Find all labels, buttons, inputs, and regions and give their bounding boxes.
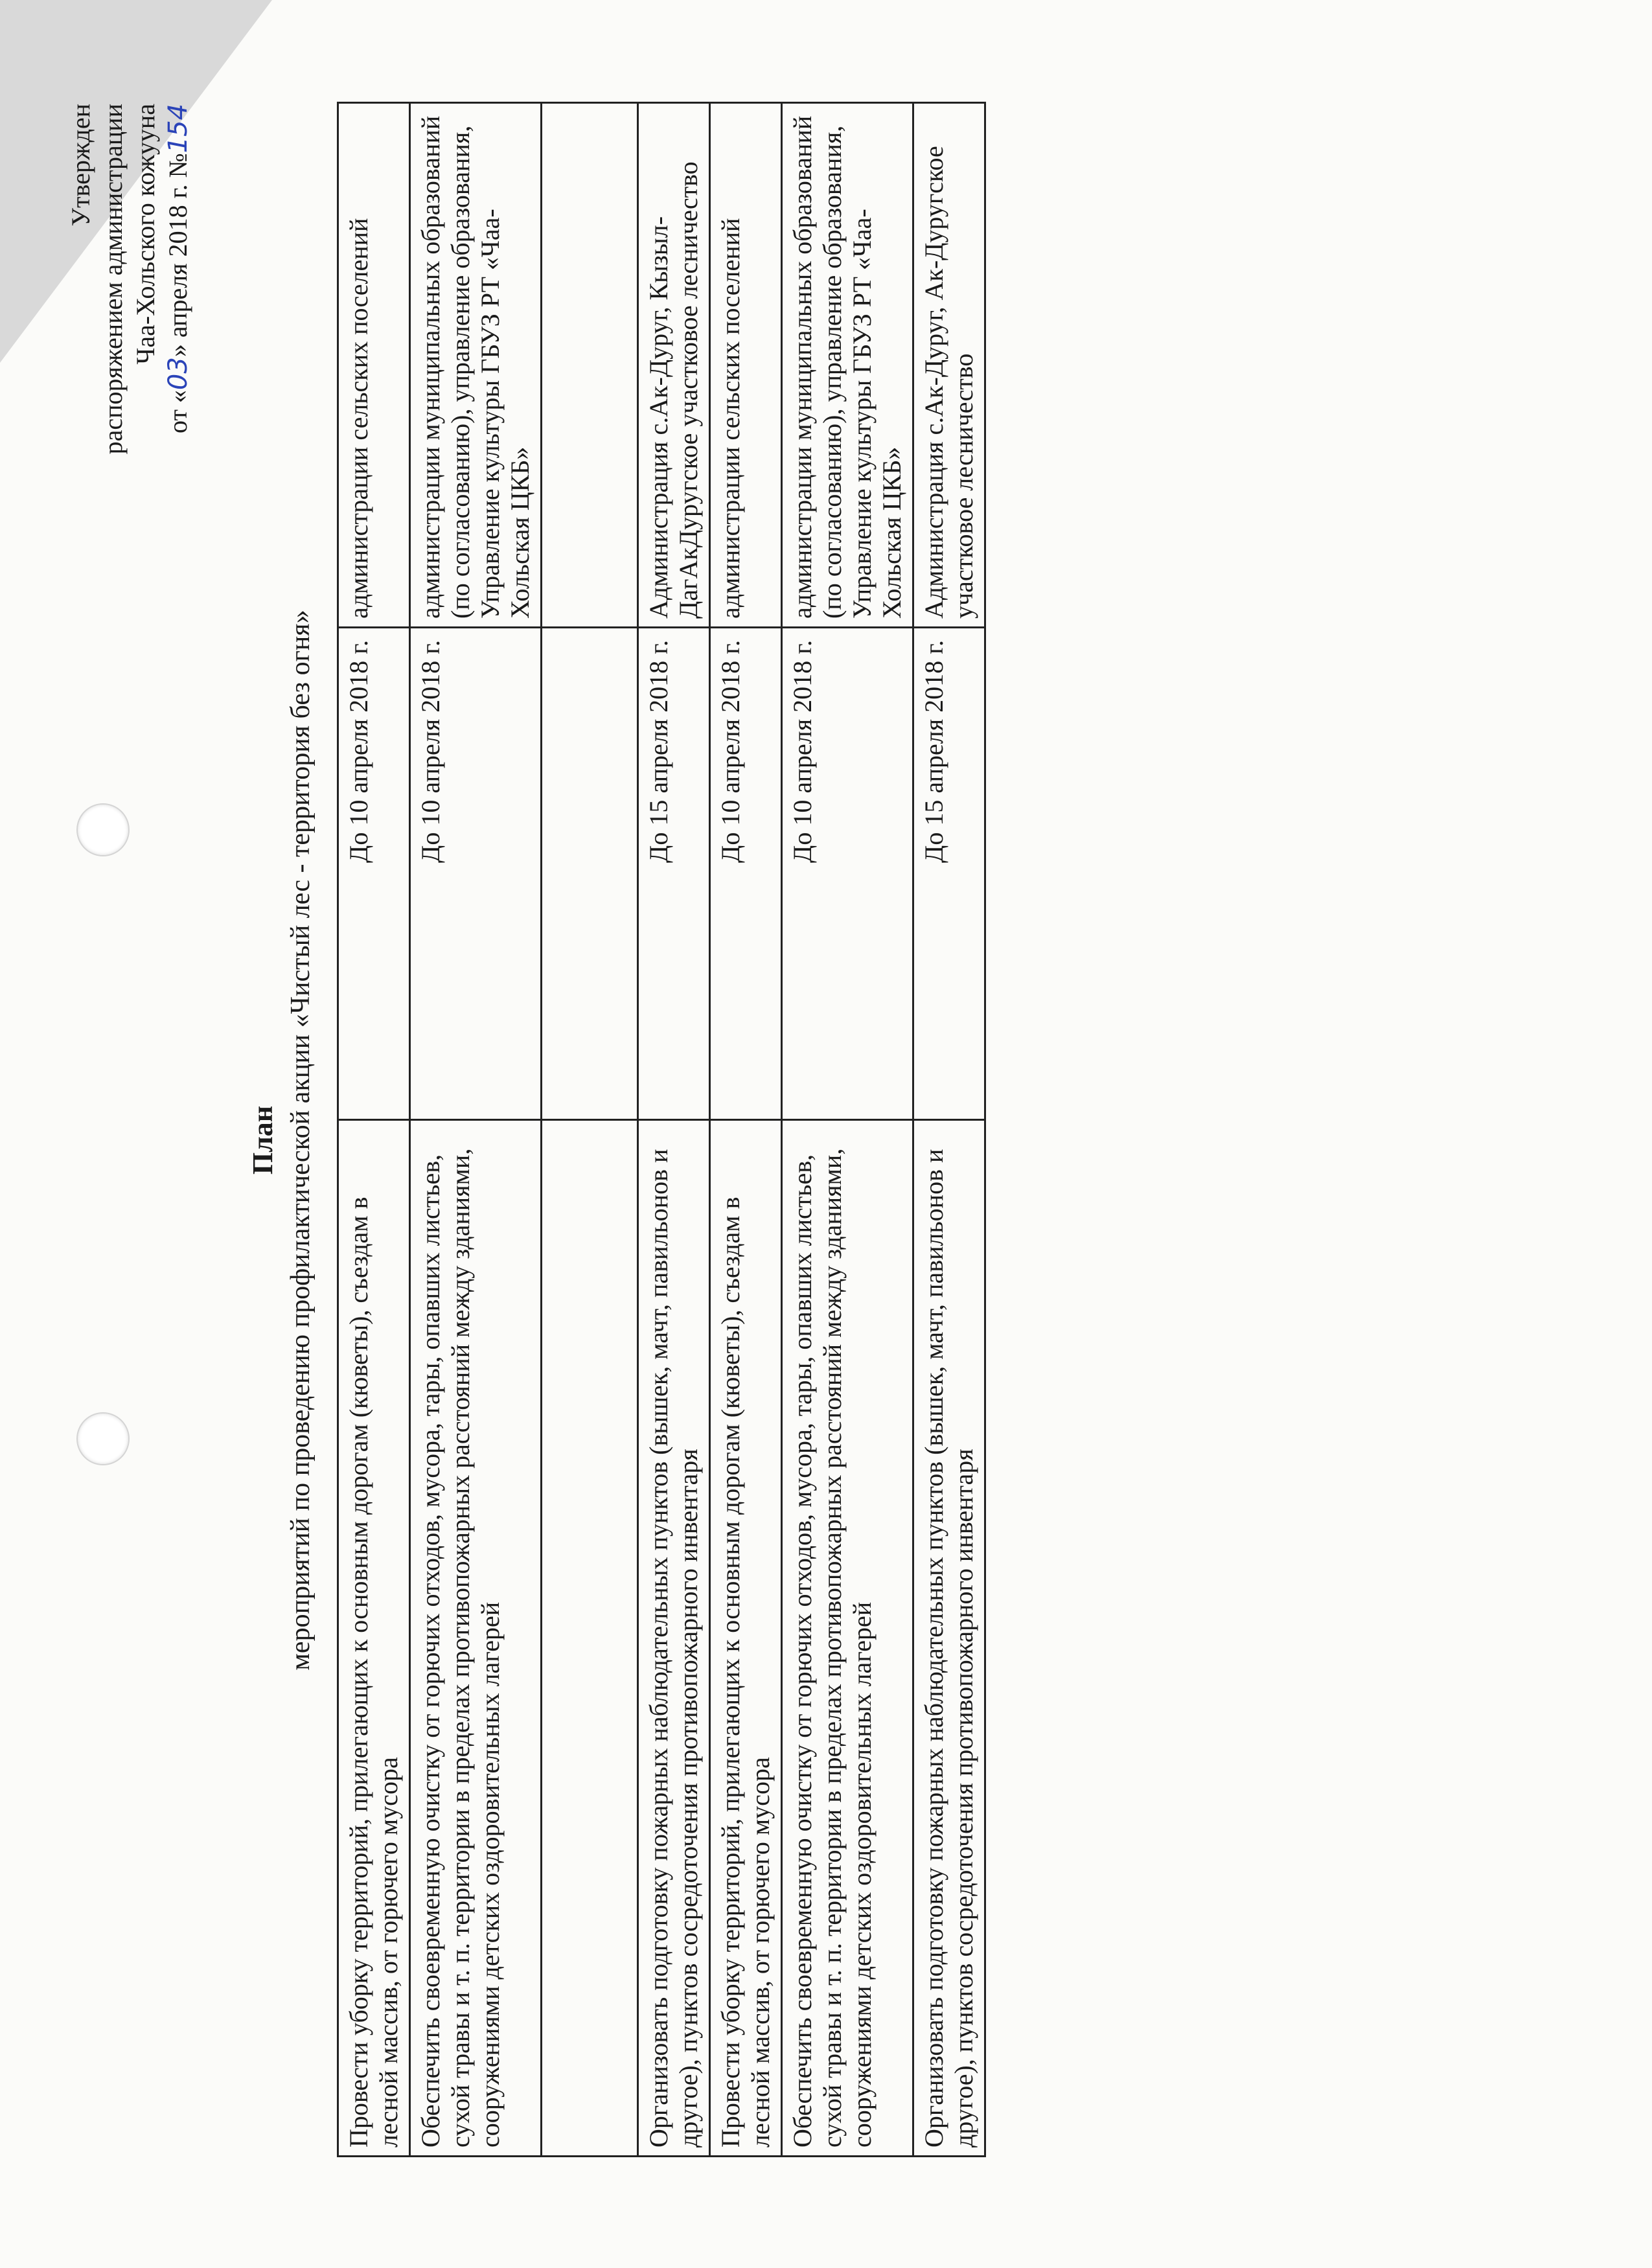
table-row (410, 103, 542, 2157)
responsible-cell: администрации муниципальных образований (по согласованию), управление образования, Управление культуры ГБУЗ РТ «Чаа-Хольская ЦКБ» (410, 103, 542, 628)
responsible-cell: администрации сельских поселений (338, 103, 410, 628)
table-row-empty (542, 103, 638, 2157)
deadline-cell: До 15 апреля 2018 г. (638, 628, 710, 1120)
document-title: План (247, 1105, 279, 1175)
table-row (782, 103, 913, 2157)
date-middle: » апреля 2018 г. № (163, 153, 192, 358)
approval-line: Чаа-Хольского кожууна (131, 104, 160, 365)
responsible-cell: администрации муниципальных образований (по согласованию), управление образования, Управление культуры ГБУЗ РТ «Чаа-Хольская ЦКБ» (782, 103, 913, 628)
rotated-document (0, 26, 1522, 2254)
approval-line: Утвержден (66, 104, 95, 227)
deadline-cell: До 10 апреля 2018 г. (710, 628, 782, 1120)
approval-line: распоряжением администрации (98, 104, 128, 455)
activity-cell: Обеспечить своевременную очистку от горючих отходов, мусора, тары, опавших листьев, сухой травы и т. п. территории в пределах противопожарных расстояний между зданиями, сооружениями детских оздоровительных лагерей (410, 1120, 542, 2157)
activity-cell: Организовать подготовку пожарных наблюдательных пунктов (вышек, мачт, павильонов и другое), пунктов сосредоточения противопожарного инвентаря (638, 1120, 710, 2157)
approval-block (65, 104, 194, 454)
table-row (638, 103, 710, 2157)
responsible-cell: Администрация с.Ак-Дуруг, Кызыл-ДагАкДуругское участковое лесничество (638, 103, 710, 628)
responsible-cell: Администрация с.Ак-Дуруг, Ак-Дуругское участковое лесничество (913, 103, 985, 628)
approval-date-line (162, 104, 194, 454)
activity-cell: Обеспечить своевременную очистку от горючих отходов, мусора, тары, опавших листьев, сухой травы и т. п. территории в пределах противопожарных расстояний между зданиями, сооружениями детских оздоровительных лагерей (782, 1120, 913, 2157)
activity-cell: Провести уборку территорий, прилегающих к основным дорогам (кюветы), съездам в лесной массив, от горючего мусора (338, 1120, 410, 2157)
handwritten-number: 154 (163, 104, 193, 154)
document-subtitle: мероприятий по проведению профилактической акции «Чистый лес - территория без огня» (286, 610, 315, 1671)
table-row (338, 103, 410, 2157)
date-prefix: от « (163, 390, 192, 434)
deadline-cell: До 10 апреля 2018 г. (410, 628, 542, 1120)
table-row (913, 103, 985, 2157)
handwritten-day: 03 (163, 357, 193, 391)
activity-cell: Провести уборку территорий, прилегающих к основным дорогам (кюветы), съездам в лесной массив, от горючего мусора (710, 1120, 782, 2157)
responsible-cell (542, 103, 638, 628)
responsible-cell: администрации сельских поселений (710, 103, 782, 628)
deadline-cell: До 10 апреля 2018 г. (782, 628, 913, 1120)
activity-cell (542, 1120, 638, 2157)
deadline-cell: До 10 апреля 2018 г. (338, 628, 410, 1120)
deadline-cell: До 15 апреля 2018 г. (913, 628, 985, 1120)
deadline-cell (542, 628, 638, 1120)
plan-table (337, 102, 986, 2157)
activity-cell: Организовать подготовку пожарных наблюдательных пунктов (вышек, мачт, павильонов и другое), пунктов сосредоточения противопожарного инвентаря (913, 1120, 985, 2157)
table-row (710, 103, 782, 2157)
